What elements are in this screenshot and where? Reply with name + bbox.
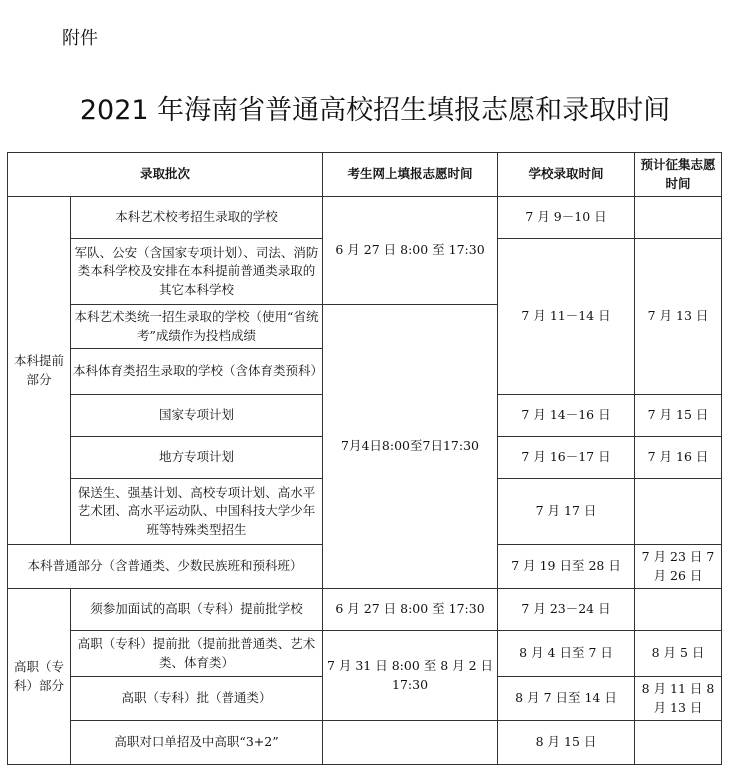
admission-time-4: 7 月 16－17 日 (498, 437, 635, 479)
admission-time-1: 7 月 9－10 日 (498, 197, 635, 239)
solicit-empty-1 (635, 197, 722, 239)
solicit-empty-4 (635, 721, 722, 765)
admission-schedule-table (7, 152, 722, 765)
admission-time-9: 8 月 7 日至 14 日 (498, 677, 635, 721)
solicit-time-5: 8 月 5 日 (635, 631, 722, 677)
admission-time-5: 7 月 17 日 (498, 479, 635, 545)
table-row (8, 721, 722, 765)
row-art-unified: 本科艺术类统一招生录取的学校（使用“省统考”成绩作为投档成绩 (71, 305, 323, 349)
solicit-time-3: 7 月 16 日 (635, 437, 722, 479)
header-admission-time: 学校录取时间 (498, 153, 635, 197)
admission-time-7: 7 月 23－24 日 (498, 589, 635, 631)
group-vocational: 高职（专科）部分 (8, 589, 71, 765)
admission-time-6: 7 月 19 日至 28 日 (498, 545, 635, 589)
online-empty (323, 721, 498, 765)
solicit-empty-3 (635, 589, 722, 631)
row-military: 军队、公安（含国家专项计划）、司法、消防类本科学校及安排在本科提前普通类录取的其它本科学校 (71, 239, 323, 305)
solicit-empty-2 (635, 479, 722, 545)
attachment-label: 附件 (62, 28, 98, 49)
table-row (8, 197, 722, 239)
online-time-2: 7月4日8:00至7日17:30 (323, 305, 498, 589)
header-solicit-time: 预计征集志愿时间 (635, 153, 722, 197)
admission-time-2: 7 月 11－14 日 (498, 239, 635, 395)
row-art-school: 本科艺术校考招生录取的学校 (71, 197, 323, 239)
solicit-time-4: 7 月 23 日 7 月 26 日 (635, 545, 722, 589)
row-voc-early: 高职（专科）提前批（提前批普通类、艺术类、体育类） (71, 631, 323, 677)
header-batch: 录取批次 (8, 153, 323, 197)
solicit-time-1: 7 月 13 日 (635, 239, 722, 395)
admission-time-8: 8 月 4 日至 7 日 (498, 631, 635, 677)
row-voc-batch: 高职（专科）批（普通类） (71, 677, 323, 721)
admission-time-3: 7 月 14－16 日 (498, 395, 635, 437)
solicit-time-2: 7 月 15 日 (635, 395, 722, 437)
row-sports: 本科体育类招生录取的学校（含体育类预科） (71, 349, 323, 395)
group-undergrad-early: 本科提前部分 (8, 197, 71, 545)
row-national-plan: 国家专项计划 (71, 395, 323, 437)
admission-time-10: 8 月 15 日 (498, 721, 635, 765)
row-undergrad-general: 本科普通部分（含普通类、少数民族班和预科班） (8, 545, 323, 589)
online-time-4: 7 月 31 日 8:00 至 8 月 2 日 17:30 (323, 631, 498, 721)
page-title: 2021 年海南省普通高校招生填报志愿和录取时间 (79, 95, 671, 126)
online-time-3: 6 月 27 日 8:00 至 17:30 (323, 589, 498, 631)
solicit-time-6: 8 月 11 日 8 月 13 日 (635, 677, 722, 721)
row-special: 保送生、强基计划、高校专项计划、高水平艺术团、高水平运动队、中国科技大学少年班等特殊类型招生 (71, 479, 323, 545)
online-time-1: 6 月 27 日 8:00 至 17:30 (323, 197, 498, 305)
row-voc-interview: 须参加面试的高职（专科）提前批学校 (71, 589, 323, 631)
header-online-time: 考生网上填报志愿时间 (323, 153, 498, 197)
row-local-plan: 地方专项计划 (71, 437, 323, 479)
row-voc-counterpart: 高职对口单招及中高职“3+2” (71, 721, 323, 765)
table-row (8, 631, 722, 677)
table-header-row (8, 153, 722, 197)
table-row (8, 589, 722, 631)
